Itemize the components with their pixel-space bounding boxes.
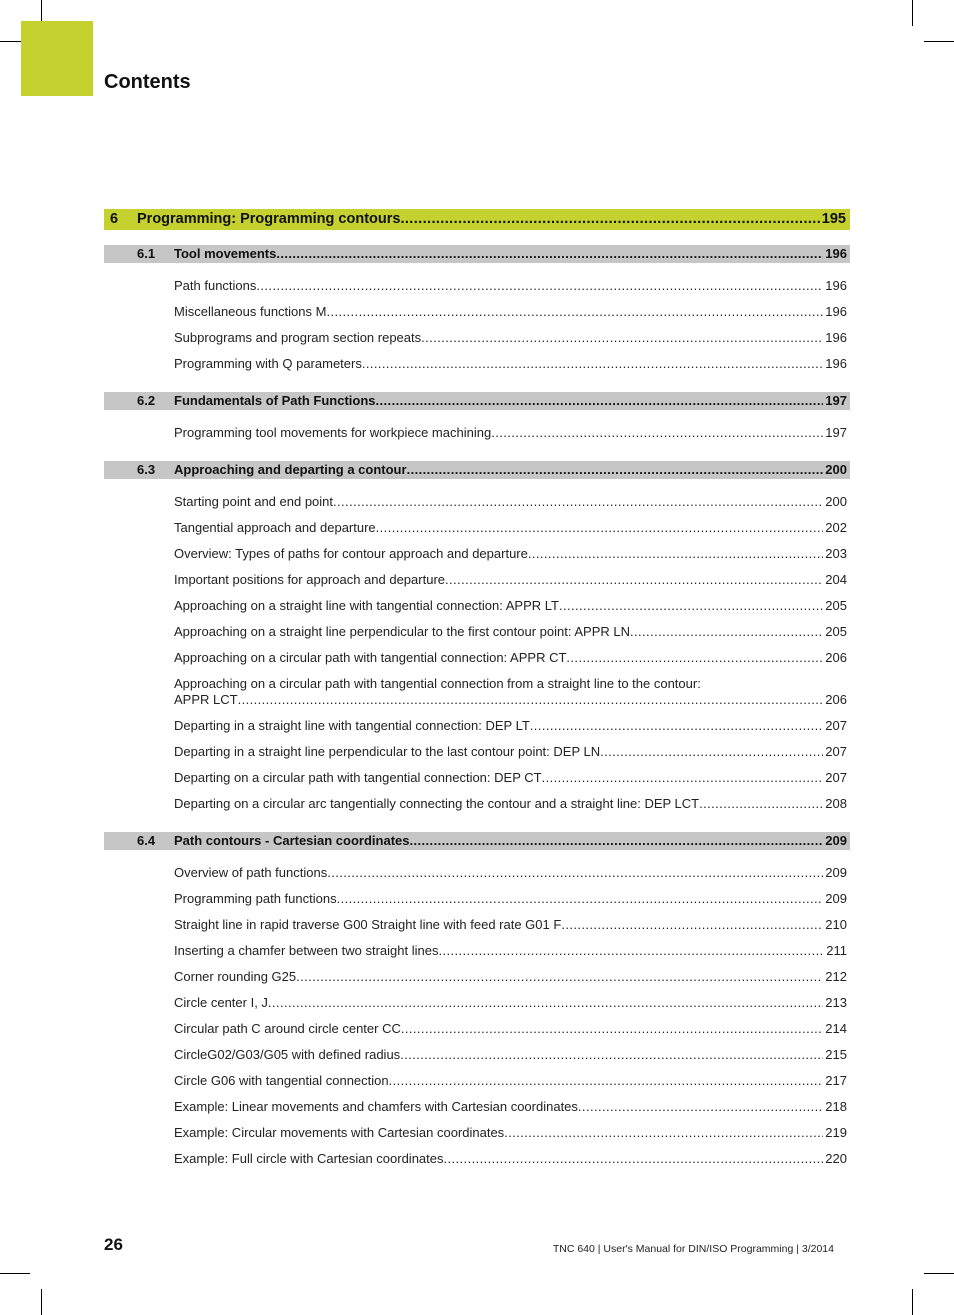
toc-entry-title: CircleG02/G03/G05 with defined radius xyxy=(174,1047,401,1062)
dot-leader xyxy=(256,278,823,294)
toc-entry-title: Departing on a circular path with tangential connection: DEP CT xyxy=(174,770,542,785)
dot-leader xyxy=(400,1047,823,1063)
dot-leader xyxy=(600,744,823,760)
toc-entry-page-number: 209 xyxy=(825,865,847,880)
toc-entry-title: Approaching on a circular path with tangential connection: APPR CT xyxy=(174,650,567,665)
toc-entry-title: Programming path functions xyxy=(174,891,337,906)
toc-entry-title: Example: Linear movements and chamfers with Cartesian coordinates xyxy=(174,1099,578,1114)
toc-entry[interactable] xyxy=(174,1120,847,1146)
toc-entry[interactable] xyxy=(174,791,847,817)
section-number: 6.1 xyxy=(137,246,156,261)
toc-section-heading[interactable] xyxy=(104,245,850,263)
dot-leader xyxy=(561,917,823,933)
toc-entry-page-number: 205 xyxy=(825,598,847,613)
toc-section-heading[interactable] xyxy=(104,461,850,479)
toc-entry-page-number: 196 xyxy=(825,304,847,319)
toc-section-heading[interactable] xyxy=(104,832,850,850)
accent-block xyxy=(21,21,93,96)
toc-entry-page-number: 212 xyxy=(825,969,847,984)
dot-leader xyxy=(566,650,823,666)
toc-entry[interactable] xyxy=(174,567,847,593)
toc-entry[interactable] xyxy=(174,964,847,990)
toc-entry[interactable] xyxy=(174,713,847,739)
toc-entry-page-number: 200 xyxy=(825,494,847,509)
toc-entry[interactable] xyxy=(174,1068,847,1094)
toc-entry-title-line: Approaching on a circular path with tangential connection from a straight line to the contour: xyxy=(174,676,701,691)
dot-leader xyxy=(376,520,824,536)
toc-entry[interactable] xyxy=(174,1094,847,1120)
toc-entry-page-number: 203 xyxy=(825,546,847,561)
toc-entry-page-number: 208 xyxy=(825,796,847,811)
section-title: Approaching and departing a contour xyxy=(174,462,407,477)
toc-entry[interactable] xyxy=(174,1016,847,1042)
page-title: Contents xyxy=(104,71,191,93)
toc-entry-list xyxy=(104,273,850,377)
toc-entry-title: Departing in a straight line with tangential connection: DEP LT xyxy=(174,718,530,733)
section-number: 6.2 xyxy=(137,393,156,408)
dot-leader xyxy=(530,718,824,734)
toc-entry[interactable] xyxy=(174,886,847,912)
toc-entry-title: Example: Full circle with Cartesian coordinates xyxy=(174,1151,444,1166)
toc-entry-title: Programming tool movements for workpiece machining xyxy=(174,425,492,440)
toc-entry[interactable] xyxy=(174,325,847,351)
toc-entry[interactable] xyxy=(174,593,847,619)
dot-leader xyxy=(578,1099,823,1115)
toc-entry[interactable] xyxy=(174,515,847,541)
toc-entry[interactable] xyxy=(174,619,847,645)
dot-leader xyxy=(445,572,823,588)
dot-leader xyxy=(438,943,824,959)
toc-section-heading[interactable] xyxy=(104,392,850,410)
toc-entry-title: Departing in a straight line perpendicular to the last contour point: DEP LN xyxy=(174,744,601,759)
dot-leader xyxy=(401,1021,823,1037)
toc-entry[interactable] xyxy=(174,765,847,791)
dot-leader xyxy=(491,425,823,441)
toc-entry[interactable] xyxy=(174,273,847,299)
toc-entry-list xyxy=(104,860,850,1172)
section-page-number: 197 xyxy=(825,393,847,408)
toc-entry-title: Tangential approach and departure xyxy=(174,520,376,535)
dot-leader xyxy=(407,461,824,479)
toc-entry-title: Straight line in rapid traverse G00 Straight line with feed rate G01 F xyxy=(174,917,562,932)
toc-entry-page-number: 209 xyxy=(825,891,847,906)
toc-entry[interactable] xyxy=(174,351,847,377)
dot-leader xyxy=(389,1073,824,1089)
toc-entry-page-number: 206 xyxy=(825,692,847,707)
dot-leader xyxy=(268,995,823,1011)
toc-entry-title: Circle G06 with tangential connection xyxy=(174,1073,389,1088)
toc-entry[interactable] xyxy=(174,299,847,325)
toc-entry-page-number: 204 xyxy=(825,572,847,587)
crop-mark xyxy=(41,1289,42,1315)
dot-leader xyxy=(559,598,823,614)
toc-entry[interactable] xyxy=(174,860,847,886)
toc-entry-title: Starting point and end point xyxy=(174,494,334,509)
crop-mark xyxy=(924,1273,954,1274)
toc-entry-list xyxy=(104,420,850,446)
dot-leader xyxy=(504,1125,823,1141)
dot-leader xyxy=(400,209,819,230)
toc-entry-title: Corner rounding G25 xyxy=(174,969,297,984)
toc-entry-page-number: 205 xyxy=(825,624,847,639)
toc-entry[interactable] xyxy=(174,541,847,567)
toc-entry-title: Subprograms and program section repeats xyxy=(174,330,422,345)
dot-leader xyxy=(276,245,823,263)
toc-entry[interactable] xyxy=(174,990,847,1016)
toc-entry[interactable] xyxy=(174,671,847,713)
crop-mark xyxy=(912,1289,913,1315)
dot-leader xyxy=(630,624,823,640)
dot-leader xyxy=(528,546,823,562)
toc-entry-title: Circular path C around circle center CC xyxy=(174,1021,401,1036)
footer-text: TNC 640 | User's Manual for DIN/ISO Programming | 3/2014 xyxy=(552,1243,834,1255)
dot-leader xyxy=(421,330,823,346)
toc-entry-page-number: 196 xyxy=(825,278,847,293)
toc-entry[interactable] xyxy=(174,645,847,671)
toc-entry-page-number: 196 xyxy=(825,356,847,371)
section-page-number: 200 xyxy=(825,462,847,477)
table-of-contents xyxy=(104,209,850,1172)
toc-entry[interactable] xyxy=(174,1042,847,1068)
section-title: Path contours - Cartesian coordinates xyxy=(174,833,410,848)
toc-entry-page-number: 197 xyxy=(825,425,847,440)
toc-entry-title: APPR LCT xyxy=(174,692,238,707)
dot-leader xyxy=(238,692,824,708)
toc-entry-list xyxy=(104,489,850,817)
dot-leader xyxy=(362,356,823,372)
toc-entry-page-number: 219 xyxy=(825,1125,847,1140)
crop-mark xyxy=(912,0,913,26)
toc-entry-page-number: 213 xyxy=(825,995,847,1010)
toc-entry-page-number: 206 xyxy=(825,650,847,665)
toc-entry-title: Example: Circular movements with Cartesian coordinates xyxy=(174,1125,505,1140)
dot-leader xyxy=(333,494,823,510)
section-number: 6.4 xyxy=(137,833,156,848)
dot-leader xyxy=(376,392,824,410)
toc-entry[interactable] xyxy=(174,420,847,446)
chapter-number: 6 xyxy=(110,211,119,227)
dot-leader xyxy=(337,891,824,907)
dot-leader xyxy=(444,1151,824,1167)
toc-entry-page-number: 214 xyxy=(825,1021,847,1036)
toc-entry[interactable] xyxy=(174,739,847,765)
toc-entry-title: Miscellaneous functions M xyxy=(174,304,327,319)
toc-entry-page-number: 207 xyxy=(825,744,847,759)
chapter-title: Programming: Programming contours xyxy=(137,211,401,227)
toc-chapter-heading[interactable] xyxy=(104,209,850,230)
toc-entry-title: Departing on a circular arc tangentially connecting the contour and a straight line: DEP LCT xyxy=(174,796,700,811)
toc-entry-title: Important positions for approach and departure xyxy=(174,572,446,587)
toc-entry-title: Approaching on a straight line with tangential connection: APPR LT xyxy=(174,598,559,613)
crop-mark xyxy=(924,41,954,42)
chapter-page-number: 195 xyxy=(821,211,846,227)
section-title: Fundamentals of Path Functions xyxy=(174,393,376,408)
toc-entry[interactable] xyxy=(174,489,847,515)
section-page-number: 196 xyxy=(825,246,847,261)
toc-entry-page-number: 196 xyxy=(825,330,847,345)
toc-entry-page-number: 217 xyxy=(825,1073,847,1088)
dot-leader xyxy=(296,969,823,985)
toc-entry[interactable] xyxy=(174,938,847,964)
toc-entry-page-number: 207 xyxy=(825,718,847,733)
toc-entry-title: Overview: Types of paths for contour approach and departure xyxy=(174,546,528,561)
section-number: 6.3 xyxy=(137,462,156,477)
dot-leader xyxy=(326,304,823,320)
toc-entry-title: Approaching on a straight line perpendicular to the first contour point: APPR LN xyxy=(174,624,630,639)
toc-entry-page-number: 218 xyxy=(825,1099,847,1114)
toc-entry-title: Inserting a chamfer between two straight lines xyxy=(174,943,439,958)
toc-entry-title: Circle center I, J xyxy=(174,995,268,1010)
toc-entry-page-number: 211 xyxy=(826,943,847,958)
dot-leader xyxy=(699,796,823,812)
toc-entry-title: Programming with Q parameters xyxy=(174,356,362,371)
toc-entry-page-number: 210 xyxy=(825,917,847,932)
toc-entry-page-number: 220 xyxy=(825,1151,847,1166)
toc-entry[interactable] xyxy=(174,912,847,938)
toc-entry-page-number: 202 xyxy=(825,520,847,535)
toc-entry-title: Overview of path functions xyxy=(174,865,328,880)
crop-mark xyxy=(0,1273,30,1274)
toc-entry-title: Path functions xyxy=(174,278,257,293)
toc-entry[interactable] xyxy=(174,1146,847,1172)
toc-entry-page-number: 207 xyxy=(825,770,847,785)
dot-leader xyxy=(327,865,823,881)
toc-entry-page-number: 215 xyxy=(825,1047,847,1062)
dot-leader xyxy=(410,832,824,850)
dot-leader xyxy=(542,770,824,786)
section-page-number: 209 xyxy=(825,833,847,848)
section-title: Tool movements xyxy=(174,246,277,261)
page-number: 26 xyxy=(104,1235,123,1254)
